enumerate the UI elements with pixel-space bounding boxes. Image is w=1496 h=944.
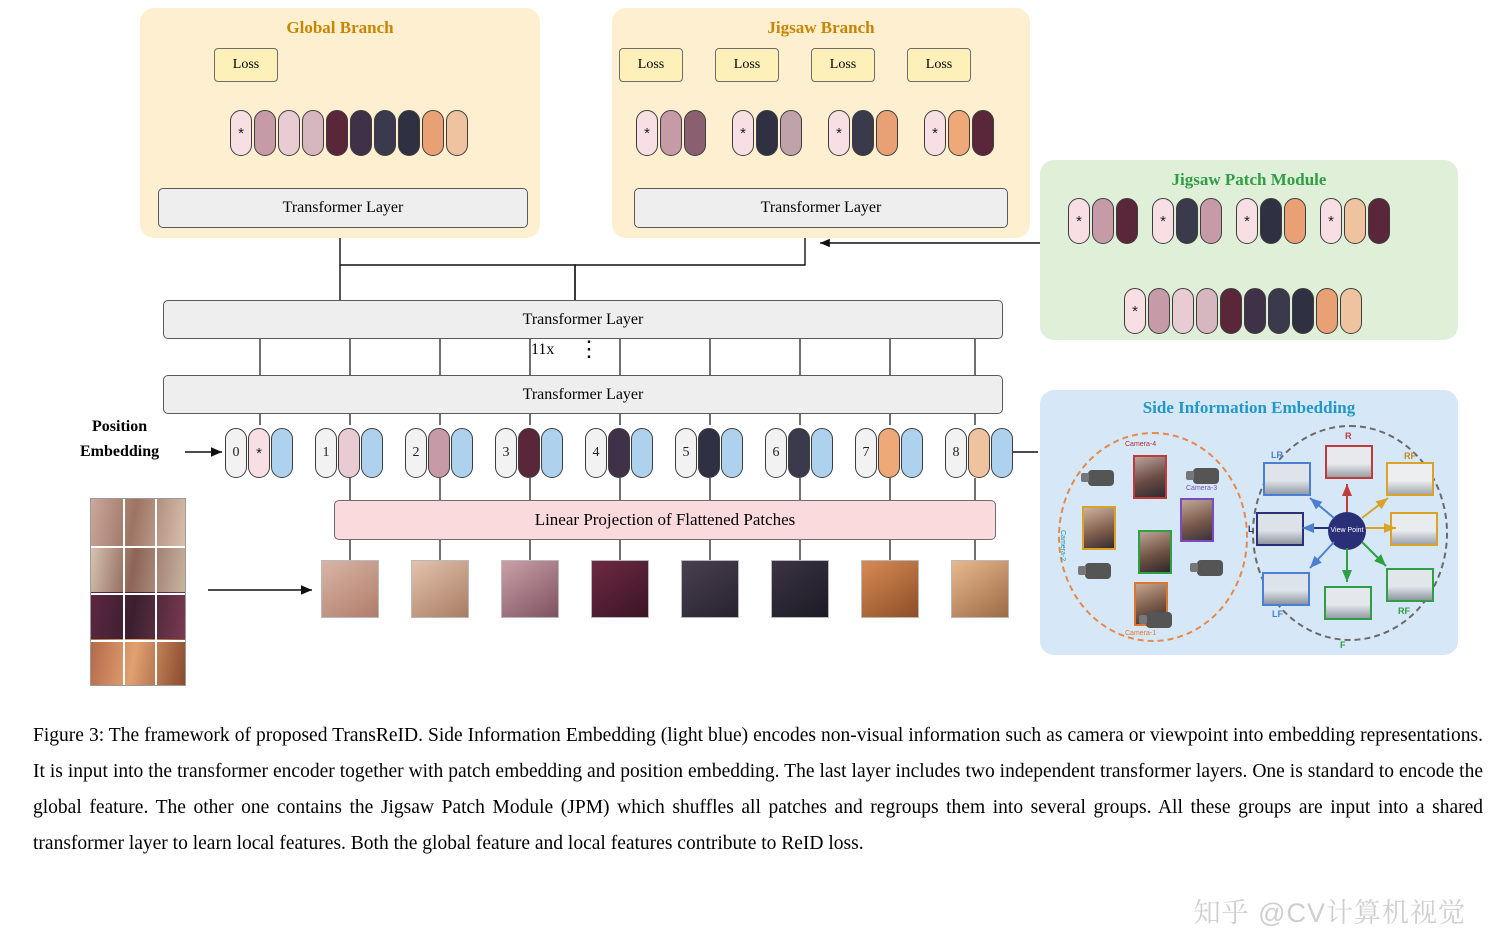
sie-viewpoint-label-f: F <box>1340 640 1346 650</box>
encoder-token-index-5: 5 <box>675 428 697 478</box>
global-token-6 <box>374 110 396 156</box>
global-token-4 <box>326 110 348 156</box>
encoder-cls-token: * <box>248 428 270 478</box>
input-patch-4 <box>591 560 649 618</box>
global-transformer-layer: Transformer Layer <box>158 188 528 228</box>
sie-vehicle-bottom-left <box>1262 572 1310 606</box>
sie-camera-thumb-mid <box>1138 530 1172 574</box>
global-token-5 <box>350 110 372 156</box>
global-token-7 <box>398 110 420 156</box>
global-token-8 <box>422 110 444 156</box>
input-patch-3 <box>501 560 559 618</box>
encoder-position-token-6 <box>811 428 833 478</box>
sie-vehicle-top-right <box>1386 462 1434 496</box>
encoder-token-index-7: 7 <box>855 428 877 478</box>
jigsaw-g3-token-1: * <box>828 110 850 156</box>
encoder-token-index-1: 1 <box>315 428 337 478</box>
encoder-position-token-1 <box>361 428 383 478</box>
sie-viewpoint-label-rf2: RF <box>1398 606 1410 616</box>
input-patch-1 <box>321 560 379 618</box>
sie-camera-label-2: Camera-2 <box>1059 530 1066 562</box>
sie-camera-label-3: Camera-3 <box>1186 485 1218 492</box>
sie-camera-thumb-top <box>1133 455 1167 499</box>
jpm-source-token-3 <box>1172 288 1194 334</box>
jpm-group4-token-1: * <box>1320 198 1342 244</box>
encoder-token-index-3: 3 <box>495 428 517 478</box>
encoder-token-index-0: 0 <box>225 428 247 478</box>
jpm-source-token-10 <box>1340 288 1362 334</box>
encoder-position-token-3 <box>541 428 563 478</box>
jpm-source-token-4 <box>1196 288 1218 334</box>
encoder-position-token-0 <box>271 428 293 478</box>
encoder-transformer-layer-bottom: Transformer Layer <box>163 375 1003 414</box>
jigsaw-g1-token-1: * <box>636 110 658 156</box>
jpm-source-token-1: * <box>1124 288 1146 334</box>
sie-camera-icon-2 <box>1193 468 1219 484</box>
jigsaw-g1-token-3 <box>684 110 706 156</box>
global-token-2 <box>278 110 300 156</box>
global-cls-token: * <box>230 110 252 156</box>
jigsaw-g2-token-1: * <box>732 110 754 156</box>
sie-viewpoint-label-r: R <box>1345 431 1352 441</box>
linear-projection-box: Linear Projection of Flattened Patches <box>334 500 996 540</box>
jpm-group3-token-2 <box>1260 198 1282 244</box>
jigsaw-g2-token-2 <box>756 110 778 156</box>
encoder-patch-token-2 <box>428 428 450 478</box>
input-patch-2 <box>411 560 469 618</box>
sie-vehicle-top <box>1325 445 1373 479</box>
sie-camera-icon-5 <box>1146 612 1172 628</box>
sie-vehicle-top-left <box>1263 462 1311 496</box>
sie-camera-icon-1 <box>1088 470 1114 486</box>
sie-viewpoint-label-rf: RF <box>1404 451 1416 461</box>
jigsaw-loss-box-1: Loss <box>619 48 683 82</box>
watermark-text: 知乎 @CV计算机视觉 <box>1193 898 1466 928</box>
sie-title: Side Information Embedding <box>1142 398 1356 417</box>
jigsaw-g4-token-1: * <box>924 110 946 156</box>
sie-camera-label-4: Camera-4 <box>1125 441 1157 448</box>
jigsaw-g3-token-2 <box>852 110 874 156</box>
jpm-group3-token-3 <box>1284 198 1306 244</box>
sie-vehicle-bottom <box>1324 586 1372 620</box>
jpm-group2-token-1: * <box>1152 198 1174 244</box>
input-patch-8 <box>951 560 1009 618</box>
sie-vehicle-bottom-right <box>1386 568 1434 602</box>
encoder-position-token-8 <box>991 428 1013 478</box>
jigsaw-g1-token-2 <box>660 110 682 156</box>
jpm-source-token-5 <box>1220 288 1242 334</box>
jpm-source-token-7 <box>1268 288 1290 334</box>
jpm-group2-token-2 <box>1176 198 1198 244</box>
jpm-title: Jigsaw Patch Module <box>1171 170 1327 189</box>
global-branch-title: Global Branch <box>286 18 394 37</box>
sie-viewpoint-label-lr: LR <box>1271 450 1283 460</box>
jpm-source-token-8 <box>1292 288 1314 334</box>
sie-camera-icon-4 <box>1085 563 1111 579</box>
encoder-patch-token-6 <box>788 428 810 478</box>
global-loss-box: Loss <box>214 48 278 82</box>
jpm-group1-token-2 <box>1092 198 1114 244</box>
jpm-source-token-9 <box>1316 288 1338 334</box>
encoder-patch-token-3 <box>518 428 540 478</box>
sie-camera-icon-3 <box>1197 560 1223 576</box>
encoder-token-index-6: 6 <box>765 428 787 478</box>
encoder-position-token-7 <box>901 428 923 478</box>
encoder-patch-token-8 <box>968 428 990 478</box>
global-token-1 <box>254 110 276 156</box>
sie-viewpoint-label-l: L <box>1248 524 1254 534</box>
jigsaw-branch-title: Jigsaw Branch <box>767 18 875 37</box>
encoder-token-index-2: 2 <box>405 428 427 478</box>
encoder-patch-token-7 <box>878 428 900 478</box>
jigsaw-loss-box-3: Loss <box>811 48 875 82</box>
jigsaw-g3-token-3 <box>876 110 898 156</box>
global-token-3 <box>302 110 324 156</box>
sie-viewpoint-center: View Point <box>1328 512 1366 550</box>
vertical-ellipsis-icon: ⋮ <box>578 336 600 361</box>
jigsaw-g2-token-3 <box>780 110 802 156</box>
jpm-group2-token-3 <box>1200 198 1222 244</box>
encoder-token-index-4: 4 <box>585 428 607 478</box>
input-patch-5 <box>681 560 739 618</box>
input-patch-7 <box>861 560 919 618</box>
encoder-position-token-4 <box>631 428 653 478</box>
encoder-patch-token-1 <box>338 428 360 478</box>
jigsaw-loss-box-2: Loss <box>715 48 779 82</box>
encoder-transformer-layer-top: Transformer Layer <box>163 300 1003 339</box>
sie-vehicle-right <box>1390 512 1438 546</box>
sie-viewpoint-label-lf: LF <box>1272 609 1283 619</box>
jpm-group4-token-2 <box>1344 198 1366 244</box>
global-token-9 <box>446 110 468 156</box>
jpm-group1-token-3 <box>1116 198 1138 244</box>
input-patch-6 <box>771 560 829 618</box>
figure-caption: Figure 3: The framework of proposed TransReID. Side Information Embedding (light blue) encodes non-visual information such as camera or viewpoint into embedding representations. It is input into the transformer encoder together with patch embedding and position embedding. The last layer includes two independent transformer layers. One is standard to encode the global feature. The other one contains the Jigsaw Patch Module (JPM) which shuffles all patches and regroups them into several groups. All these groups are input into a shared transformer layer to learn local features. Both the global feature and local features contribute to ReID loss. <box>33 725 1483 855</box>
encoder-patch-token-5 <box>698 428 720 478</box>
position-embedding-label-line1: Position <box>92 418 148 435</box>
jpm-group4-token-3 <box>1368 198 1390 244</box>
jigsaw-loss-box-4: Loss <box>907 48 971 82</box>
repeat-count-label: 11x <box>531 341 555 358</box>
jigsaw-g4-token-3 <box>972 110 994 156</box>
sie-camera-thumb-left <box>1082 506 1116 550</box>
encoder-position-token-5 <box>721 428 743 478</box>
jigsaw-g4-token-2 <box>948 110 970 156</box>
sie-camera-label-1: Camera-1 <box>1125 630 1157 637</box>
jigsaw-transformer-layer: Transformer Layer <box>634 188 1008 228</box>
jpm-source-token-6 <box>1244 288 1266 334</box>
jpm-group1-token-1: * <box>1068 198 1090 244</box>
sie-vehicle-left <box>1256 512 1304 546</box>
jpm-group3-token-1: * <box>1236 198 1258 244</box>
encoder-position-token-2 <box>451 428 473 478</box>
pedestrian-input-image <box>90 498 186 686</box>
position-embedding-label-line2: Embedding <box>80 443 160 460</box>
encoder-patch-token-4 <box>608 428 630 478</box>
encoder-token-index-8: 8 <box>945 428 967 478</box>
sie-camera-thumb-right <box>1180 498 1214 542</box>
jpm-source-token-2 <box>1148 288 1170 334</box>
